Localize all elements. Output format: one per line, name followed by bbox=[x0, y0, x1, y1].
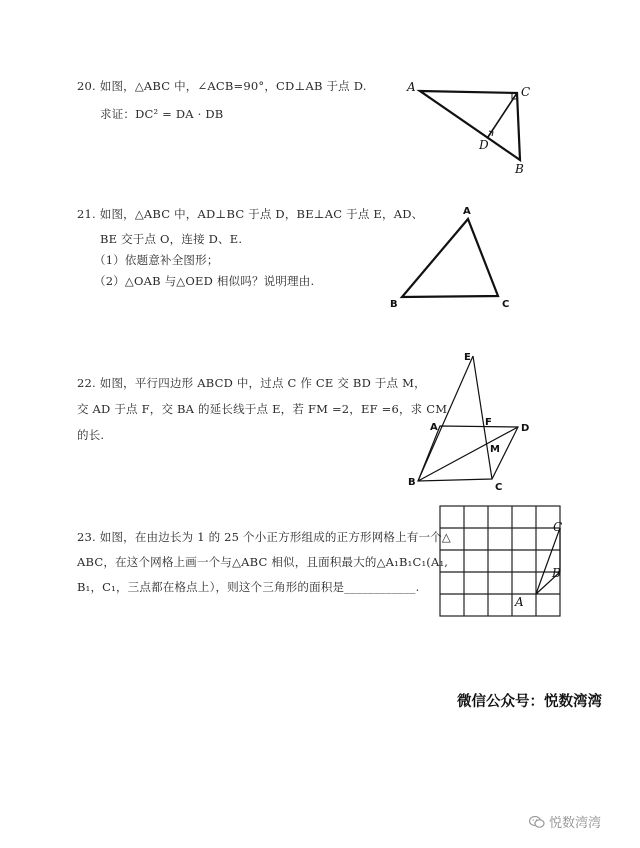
vertex-label: B bbox=[408, 477, 416, 488]
vertex-label: A bbox=[430, 422, 438, 433]
problem-21-line-3: （1）依题意补全图形； bbox=[94, 253, 219, 267]
problem-23-line-3: B₁，C₁，三点都在格点上），则这个三角形的面积是____________. bbox=[77, 580, 420, 594]
vertex-label: E bbox=[464, 352, 471, 363]
watermark-text: 悦数湾湾 bbox=[549, 816, 602, 831]
problem-20-line-1: 20. 如图，△ABC 中，∠ACB=90°，CD⊥AB 于点 D. bbox=[77, 79, 367, 93]
vertex-label: B bbox=[390, 299, 398, 310]
wechat-account-label: 微信公众号：悦数湾湾 bbox=[457, 694, 602, 710]
problem-23-figure bbox=[430, 500, 580, 625]
problem-21-line-4: （2）△OAB 与△OED 相似吗？说明理由. bbox=[94, 274, 315, 288]
problem-23-line-1: 23. 如图，在由边长为 1 的 25 个小正方形组成的正方形网格上有一个△ bbox=[77, 530, 451, 544]
vertex-label: A bbox=[463, 206, 471, 217]
vertex-label: D bbox=[521, 423, 530, 434]
vertex-label: C bbox=[553, 520, 563, 534]
vertex-label: M bbox=[490, 444, 500, 455]
problem-22-line-2: 交 AD 于点 F，交 BA 的延长线于点 E，若 FM =2，EF =6，求 CM bbox=[77, 402, 448, 416]
vertex-label: B bbox=[552, 566, 561, 580]
problem-21-line-2: BE 交于点 O，连接 D、E. bbox=[100, 232, 243, 246]
vertex-label: A bbox=[515, 595, 524, 609]
vertex-label: B bbox=[515, 162, 524, 176]
problem-20-line-2: 求证：DC² = DA · DB bbox=[100, 107, 224, 121]
problem-22-figure bbox=[405, 350, 535, 495]
problem-21-figure bbox=[385, 205, 525, 310]
watermark bbox=[529, 812, 601, 833]
problem-20-figure bbox=[400, 78, 540, 178]
problem-21-line-1: 21. 如图，△ABC 中，AD⊥BC 于点 D，BE⊥AC 于点 E，AD、 bbox=[77, 207, 424, 221]
vertex-label: A bbox=[407, 80, 416, 94]
vertex-label: C bbox=[502, 299, 510, 310]
problem-23-line-2: ABC，在这个网格上画一个与△ABC 相似，且面积最大的△A₁B₁C₁(A₁, bbox=[77, 555, 449, 569]
vertex-label: F bbox=[485, 417, 492, 428]
vertex-label: C bbox=[521, 85, 531, 99]
vertex-label: D bbox=[479, 138, 489, 152]
problem-22-line-3: 的长. bbox=[77, 428, 105, 442]
vertex-label: C bbox=[495, 482, 503, 493]
problem-22-line-1: 22. 如图，平行四边形 ABCD 中，过点 C 作 CE 交 BD 于点 M， bbox=[77, 376, 426, 390]
wechat-logo-icon bbox=[529, 815, 549, 833]
